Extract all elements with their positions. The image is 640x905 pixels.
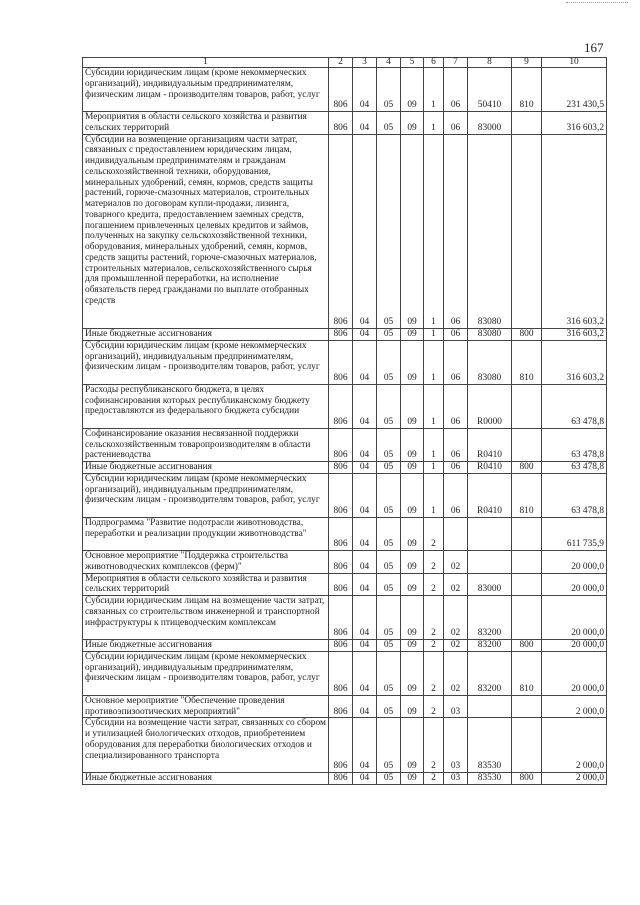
code-cell: 806 [329, 573, 353, 596]
expense-name: Софинансирование оказания несвязанной поддержки сельскохозяйственным товаропроизводителям в области растениеводства [83, 428, 329, 461]
code-cell: 806 [329, 384, 353, 428]
code-cell: 1 [424, 428, 444, 461]
code-cell: 05 [377, 517, 401, 550]
corner-mark [566, 2, 628, 5]
code-cell: 06 [444, 473, 468, 517]
code-cell: 800 [512, 773, 542, 785]
code-cell: 09 [401, 640, 424, 652]
amount-cell: 316 603,2 [542, 134, 607, 329]
code-cell [512, 718, 542, 773]
code-cell: 06 [444, 428, 468, 461]
code-cell: 05 [377, 596, 401, 640]
table-row [83, 384, 607, 428]
code-cell: 2 [424, 573, 444, 596]
amount-cell: 63 478,8 [542, 428, 607, 461]
code-cell: 1 [424, 112, 444, 135]
code-cell: 04 [353, 340, 377, 384]
code-cell [468, 695, 512, 718]
code-cell: 04 [353, 329, 377, 341]
code-cell: 806 [329, 473, 353, 517]
code-cell: 04 [353, 640, 377, 652]
code-cell: 800 [512, 329, 542, 341]
column-header: 1 [83, 58, 329, 68]
column-header: 8 [468, 58, 512, 68]
code-cell [444, 517, 468, 550]
code-cell: 806 [329, 651, 353, 695]
code-cell: 1 [424, 340, 444, 384]
code-cell: 04 [353, 462, 377, 474]
code-cell: 02 [444, 551, 468, 574]
code-cell: 09 [401, 68, 424, 112]
code-cell: 05 [377, 718, 401, 773]
code-cell: 09 [401, 473, 424, 517]
code-cell: 09 [401, 573, 424, 596]
code-cell: 806 [329, 517, 353, 550]
code-cell: 05 [377, 651, 401, 695]
code-cell: 83000 [468, 112, 512, 135]
column-header: 5 [401, 58, 424, 68]
code-cell: 2 [424, 651, 444, 695]
table-row [83, 718, 607, 773]
column-header: 10 [542, 58, 607, 68]
code-cell: 2 [424, 773, 444, 785]
table-row [83, 340, 607, 384]
code-cell: 1 [424, 473, 444, 517]
code-cell: 05 [377, 551, 401, 574]
code-cell: 05 [377, 112, 401, 135]
code-cell: 09 [401, 384, 424, 428]
table-row [83, 596, 607, 640]
code-cell: 05 [377, 695, 401, 718]
code-cell: 04 [353, 428, 377, 461]
table-row [83, 462, 607, 474]
amount-cell: 20 000,0 [542, 551, 607, 574]
code-cell: 09 [401, 340, 424, 384]
code-cell [512, 134, 542, 329]
code-cell: 02 [444, 640, 468, 652]
table-row [83, 112, 607, 135]
code-cell [512, 551, 542, 574]
amount-cell: 2 000,0 [542, 773, 607, 785]
code-cell [512, 428, 542, 461]
column-header: 4 [377, 58, 401, 68]
code-cell: 09 [401, 718, 424, 773]
amount-cell: 611 735,9 [542, 517, 607, 550]
expense-name: Иные бюджетные ассигнования [83, 462, 329, 474]
page-number: 167 [584, 40, 604, 55]
table-row [83, 551, 607, 574]
code-cell: 09 [401, 517, 424, 550]
code-cell: 05 [377, 773, 401, 785]
code-cell [512, 596, 542, 640]
code-cell: 2 [424, 640, 444, 652]
code-cell: R0410 [468, 473, 512, 517]
code-cell: 83530 [468, 773, 512, 785]
code-cell: 83200 [468, 596, 512, 640]
code-cell: 09 [401, 134, 424, 329]
expense-name: Основное мероприятие "Обеспечение проведения противоэпизоотических мероприятий" [83, 695, 329, 718]
code-cell: 05 [377, 68, 401, 112]
code-cell: 810 [512, 473, 542, 517]
table-row [83, 695, 607, 718]
expense-name: Субсидии юридическим лицам (кроме некоммерческих организаций), индивидуальным предпринимателям, физическим лицам - производителям товаров, работ, услуг [83, 473, 329, 517]
code-cell: 806 [329, 68, 353, 112]
code-cell: 06 [444, 462, 468, 474]
code-cell: 05 [377, 428, 401, 461]
code-cell [468, 517, 512, 550]
code-cell: 04 [353, 68, 377, 112]
code-cell: 04 [353, 718, 377, 773]
code-cell: 806 [329, 596, 353, 640]
table-row [83, 473, 607, 517]
amount-cell: 20 000,0 [542, 596, 607, 640]
code-cell: 04 [353, 112, 377, 135]
table-row [83, 640, 607, 652]
code-cell: 1 [424, 134, 444, 329]
amount-cell: 316 603,2 [542, 329, 607, 341]
code-cell: 09 [401, 651, 424, 695]
code-cell: 05 [377, 462, 401, 474]
expense-name: Субсидии юридическим лицам (кроме некоммерческих организаций), индивидуальным предпринимателям, физическим лицам - производителям товаров, работ, услуг [83, 68, 329, 112]
amount-cell: 316 603,2 [542, 112, 607, 135]
code-cell: 810 [512, 340, 542, 384]
code-cell: 05 [377, 340, 401, 384]
code-cell: 83080 [468, 329, 512, 341]
code-cell: 03 [444, 695, 468, 718]
code-cell: 04 [353, 651, 377, 695]
column-header: 2 [329, 58, 353, 68]
code-cell: 83080 [468, 134, 512, 329]
code-cell: 09 [401, 596, 424, 640]
expense-name: Иные бюджетные ассигнования [83, 773, 329, 785]
code-cell [512, 112, 542, 135]
code-cell: 800 [512, 640, 542, 652]
code-cell: 806 [329, 718, 353, 773]
code-cell: 09 [401, 112, 424, 135]
code-cell: 02 [444, 651, 468, 695]
expense-name: Субсидии юридическим лицам (кроме некоммерческих организаций), индивидуальным предпринимателям, физическим лицам - производителям товаров, работ, услуг [83, 651, 329, 695]
code-cell [512, 384, 542, 428]
code-cell: 09 [401, 428, 424, 461]
code-cell: 09 [401, 773, 424, 785]
code-cell: 03 [444, 773, 468, 785]
code-cell: R0410 [468, 428, 512, 461]
code-cell: 806 [329, 428, 353, 461]
amount-cell: 20 000,0 [542, 640, 607, 652]
code-cell [512, 573, 542, 596]
code-cell: 806 [329, 640, 353, 652]
code-cell: 2 [424, 695, 444, 718]
code-cell: 50410 [468, 68, 512, 112]
code-cell: 04 [353, 473, 377, 517]
code-cell: 02 [444, 596, 468, 640]
code-cell: 05 [377, 640, 401, 652]
code-cell: 05 [377, 134, 401, 329]
code-cell: 04 [353, 551, 377, 574]
code-cell: 04 [353, 517, 377, 550]
code-cell: 1 [424, 68, 444, 112]
column-header: 7 [444, 58, 468, 68]
code-cell: 04 [353, 573, 377, 596]
amount-cell: 63 478,8 [542, 384, 607, 428]
code-cell: 04 [353, 695, 377, 718]
code-cell: 806 [329, 462, 353, 474]
table-row [83, 428, 607, 461]
code-cell: 83080 [468, 340, 512, 384]
table-header-row [83, 58, 607, 68]
amount-cell: 63 478,8 [542, 462, 607, 474]
code-cell: 05 [377, 573, 401, 596]
expense-name: Мероприятия в области сельского хозяйства и развития сельских территорий [83, 112, 329, 135]
expense-name: Субсидии юридическим лицам на возмещение части затрат, связанных со строительством инженерной и транспортной инфраструктуры к птицеводческим комплексам [83, 596, 329, 640]
code-cell: 09 [401, 695, 424, 718]
table-row [83, 329, 607, 341]
code-cell: 04 [353, 134, 377, 329]
code-cell: 806 [329, 134, 353, 329]
code-cell: 05 [377, 329, 401, 341]
code-cell: 83530 [468, 718, 512, 773]
code-cell: R0410 [468, 462, 512, 474]
code-cell: 1 [424, 329, 444, 341]
code-cell: 806 [329, 773, 353, 785]
code-cell: 810 [512, 651, 542, 695]
code-cell: 2 [424, 517, 444, 550]
expense-name: Субсидии юридическим лицам (кроме некоммерческих организаций), индивидуальным предпринимателям, физическим лицам - производителям товаров, работ, услуг [83, 340, 329, 384]
code-cell: 06 [444, 384, 468, 428]
amount-cell: 20 000,0 [542, 651, 607, 695]
code-cell: 806 [329, 329, 353, 341]
code-cell: 05 [377, 473, 401, 517]
code-cell: 04 [353, 596, 377, 640]
expense-name: Основное мероприятие "Поддержка строительства животноводческих комплексов (ферм)" [83, 551, 329, 574]
amount-cell: 2 000,0 [542, 718, 607, 773]
code-cell: 1 [424, 384, 444, 428]
code-cell [468, 551, 512, 574]
code-cell: 806 [329, 695, 353, 718]
code-cell: 09 [401, 551, 424, 574]
expense-name: Мероприятия в области сельского хозяйства и развития сельских территорий [83, 573, 329, 596]
code-cell: 806 [329, 551, 353, 574]
code-cell: 05 [377, 384, 401, 428]
column-header: 3 [353, 58, 377, 68]
code-cell [512, 695, 542, 718]
expense-name: Иные бюджетные ассигнования [83, 329, 329, 341]
table-row [83, 134, 607, 329]
budget-table [82, 57, 607, 785]
code-cell: 09 [401, 462, 424, 474]
code-cell: 06 [444, 134, 468, 329]
table-row [83, 573, 607, 596]
expense-name: Субсидии на возмещение части затрат, связанных со сбором и утилизацией биологических отходов, приобретением оборудования для переработки биологических отходов и специализированного транспорта [83, 718, 329, 773]
code-cell: 800 [512, 462, 542, 474]
code-cell: 06 [444, 112, 468, 135]
code-cell: 09 [401, 329, 424, 341]
code-cell: 1 [424, 462, 444, 474]
code-cell: 02 [444, 573, 468, 596]
expense-name: Расходы республиканского бюджета, в целях софинансирования которых республиканскому бюджету предоставляются из федерального бюджета субсидии [83, 384, 329, 428]
amount-cell: 316 603,2 [542, 340, 607, 384]
code-cell: 2 [424, 718, 444, 773]
code-cell: 810 [512, 68, 542, 112]
table-row [83, 517, 607, 550]
expense-name: Субсидии на возмещение организациям части затрат, связанных с предоставлением юридическим лицам, индивидуальным предпринимателям и гражданам сельскохозяйственной техники, оборудования, минеральных удобрений, семян, кормов, средств защиты растений, горюче-смазочных материалов, строительных материалов по договорам купли-продажи, лизинга, товарного кредита, предоставлением заемных средств, погашением привлеченных целевых кредитов и займов, полученных на закупку сельскохозяйственной техники, оборудования, минеральных удобрений, семян, кормов, средств защиты растений, горюче-смазочных материалов, строительных материалов, сельскохозяйственного сырья для промышленной переработки, на исполнение обязательств перед гражданами по выплате отобранных средств [83, 134, 329, 329]
code-cell: 2 [424, 596, 444, 640]
amount-cell: 231 430,5 [542, 68, 607, 112]
amount-cell: 2 000,0 [542, 695, 607, 718]
code-cell: 04 [353, 773, 377, 785]
code-cell: 83000 [468, 573, 512, 596]
code-cell: 06 [444, 68, 468, 112]
code-cell: R0000 [468, 384, 512, 428]
code-cell: 06 [444, 340, 468, 384]
expense-name: Иные бюджетные ассигнования [83, 640, 329, 652]
code-cell: 06 [444, 329, 468, 341]
column-header: 6 [424, 58, 444, 68]
code-cell: 83200 [468, 651, 512, 695]
code-cell [512, 517, 542, 550]
table-row [83, 651, 607, 695]
code-cell: 806 [329, 340, 353, 384]
code-cell: 2 [424, 551, 444, 574]
expense-name: Подпрограмма "Развитие подотрасли животноводства, переработки и реализации продукции животноводства" [83, 517, 329, 550]
code-cell: 04 [353, 384, 377, 428]
code-cell: 83200 [468, 640, 512, 652]
amount-cell: 63 478,8 [542, 473, 607, 517]
table-row [83, 773, 607, 785]
table-row [83, 68, 607, 112]
column-header: 9 [512, 58, 542, 68]
code-cell: 03 [444, 718, 468, 773]
code-cell: 806 [329, 112, 353, 135]
amount-cell: 20 000,0 [542, 573, 607, 596]
